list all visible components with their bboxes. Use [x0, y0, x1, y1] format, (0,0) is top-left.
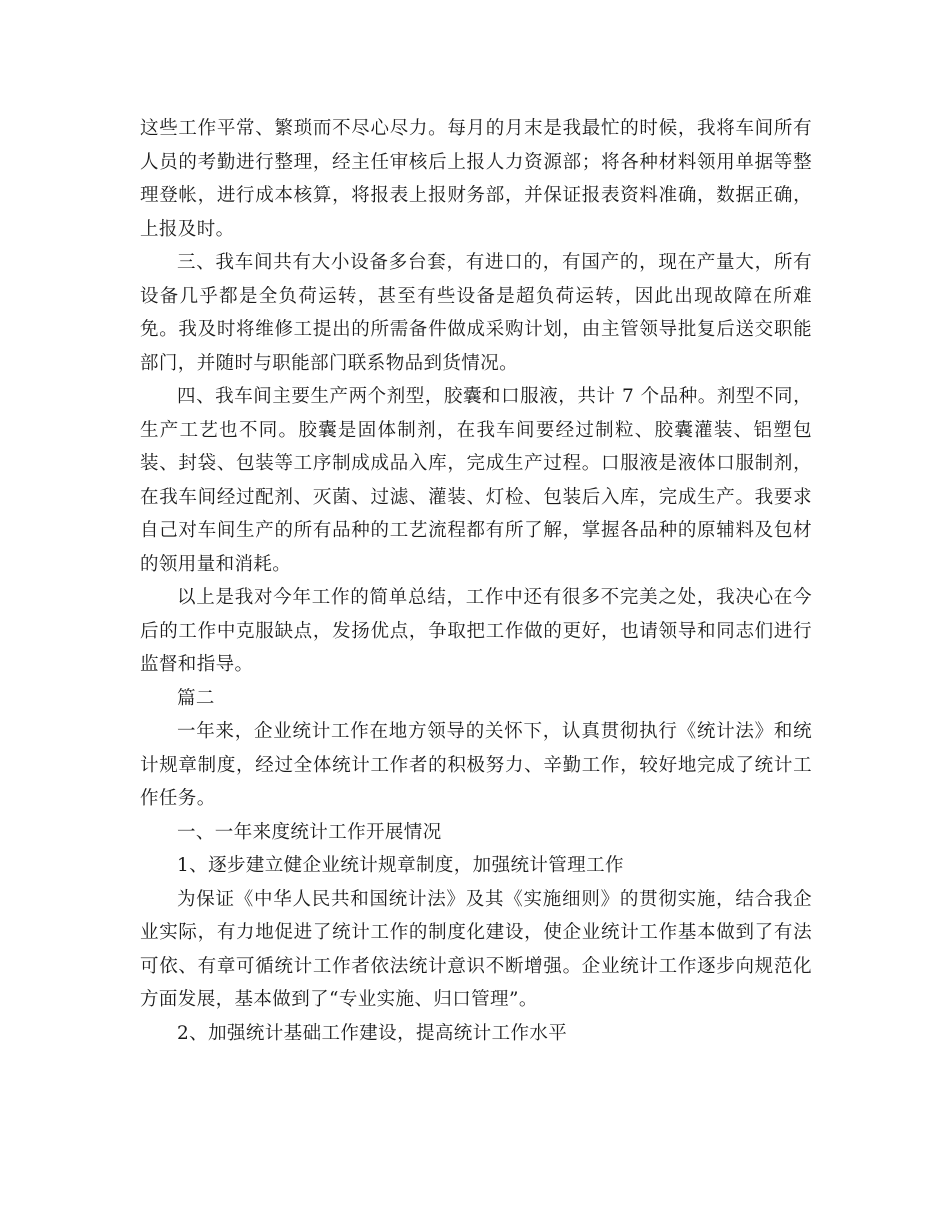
paragraph-equipment: 三、我车间共有大小设备多台套，有进口的，有国产的，现在产量大，所有设备几乎都是全负荷运转，甚至有些设备是超负荷运转，因此出现故障在所难免。我及时将维修工提出的所需备件做成采购计划，由主管领导批复后送交职能部门，并随时与职能部门联系物品到货情况。 — [140, 252, 812, 374]
paragraph-summary: 以上是我对今年工作的简单总结，工作中还有很多不完美之处，我决心在今后的工作中克服缺点，发扬优点，争取把工作做的更好，也请领导和同志们进行监督和指导。 — [140, 587, 812, 675]
subheading-rules: 1、逐步建立健企业统计规章制度，加强统计管理工作 — [177, 855, 624, 876]
heading-statistics-overview: 一、一年来度统计工作开展情况 — [177, 821, 442, 843]
section-heading-part-two: 篇二 — [177, 687, 215, 709]
paragraph-production: 四、我车间主要生产两个剂型，胶囊和口服液，共计 7 个品种。剂型不同，生产工艺也不同。胶囊是固体制剂，在我车间要经过制粒、胶囊灌装、铝塑包装、封袋、包装等工序制成成品入库，完成生产过程。口服液是液体口服制剂，在我车间经过配剂、灭菌、过滤、灌装、灯检、包装后入库，完成生产。我要求自己对车间生产的所有品种的工艺流程都有所了解，掌握各品种的原辅料及包材的领用量和消耗。 — [140, 386, 812, 575]
subheading-foundation: 2、加强统计基础工作建设，提高统计工作水平 — [177, 1022, 568, 1044]
paragraph-intro-statistics: 一年来，企业统计工作在地方领导的关怀下，认真贯彻执行《统计法》和统计规章制度，经过全体统计工作者的积极努力、辛勤工作，较好地完成了统计工作任务。 — [140, 721, 812, 809]
document-body — [140, 112, 812, 1050]
paragraph-continuation: 这些工作平常、繁琐而不尽心尽力。每月的月末是我最忙的时候，我将车间所有人员的考勤进行整理，经主任审核后上报人力资源部；将各种材料领用单据等整理登帐，进行成本核算，将报表上报财务部，并保证报表资料准确，数据正确，上报及时。 — [140, 118, 812, 240]
paragraph-statistics-law: 为保证《中华人民共和国统计法》及其《实施细则》的贯彻实施，结合我企业实际，有力地促进了统计工作的制度化建设，使企业统计工作基本做到了有法可依、有章可循统计工作者依法统计意识不断增强。企业统计工作逐步向规范化方面发展，基本做到了“专业实施、归口管理”。 — [140, 888, 812, 1010]
